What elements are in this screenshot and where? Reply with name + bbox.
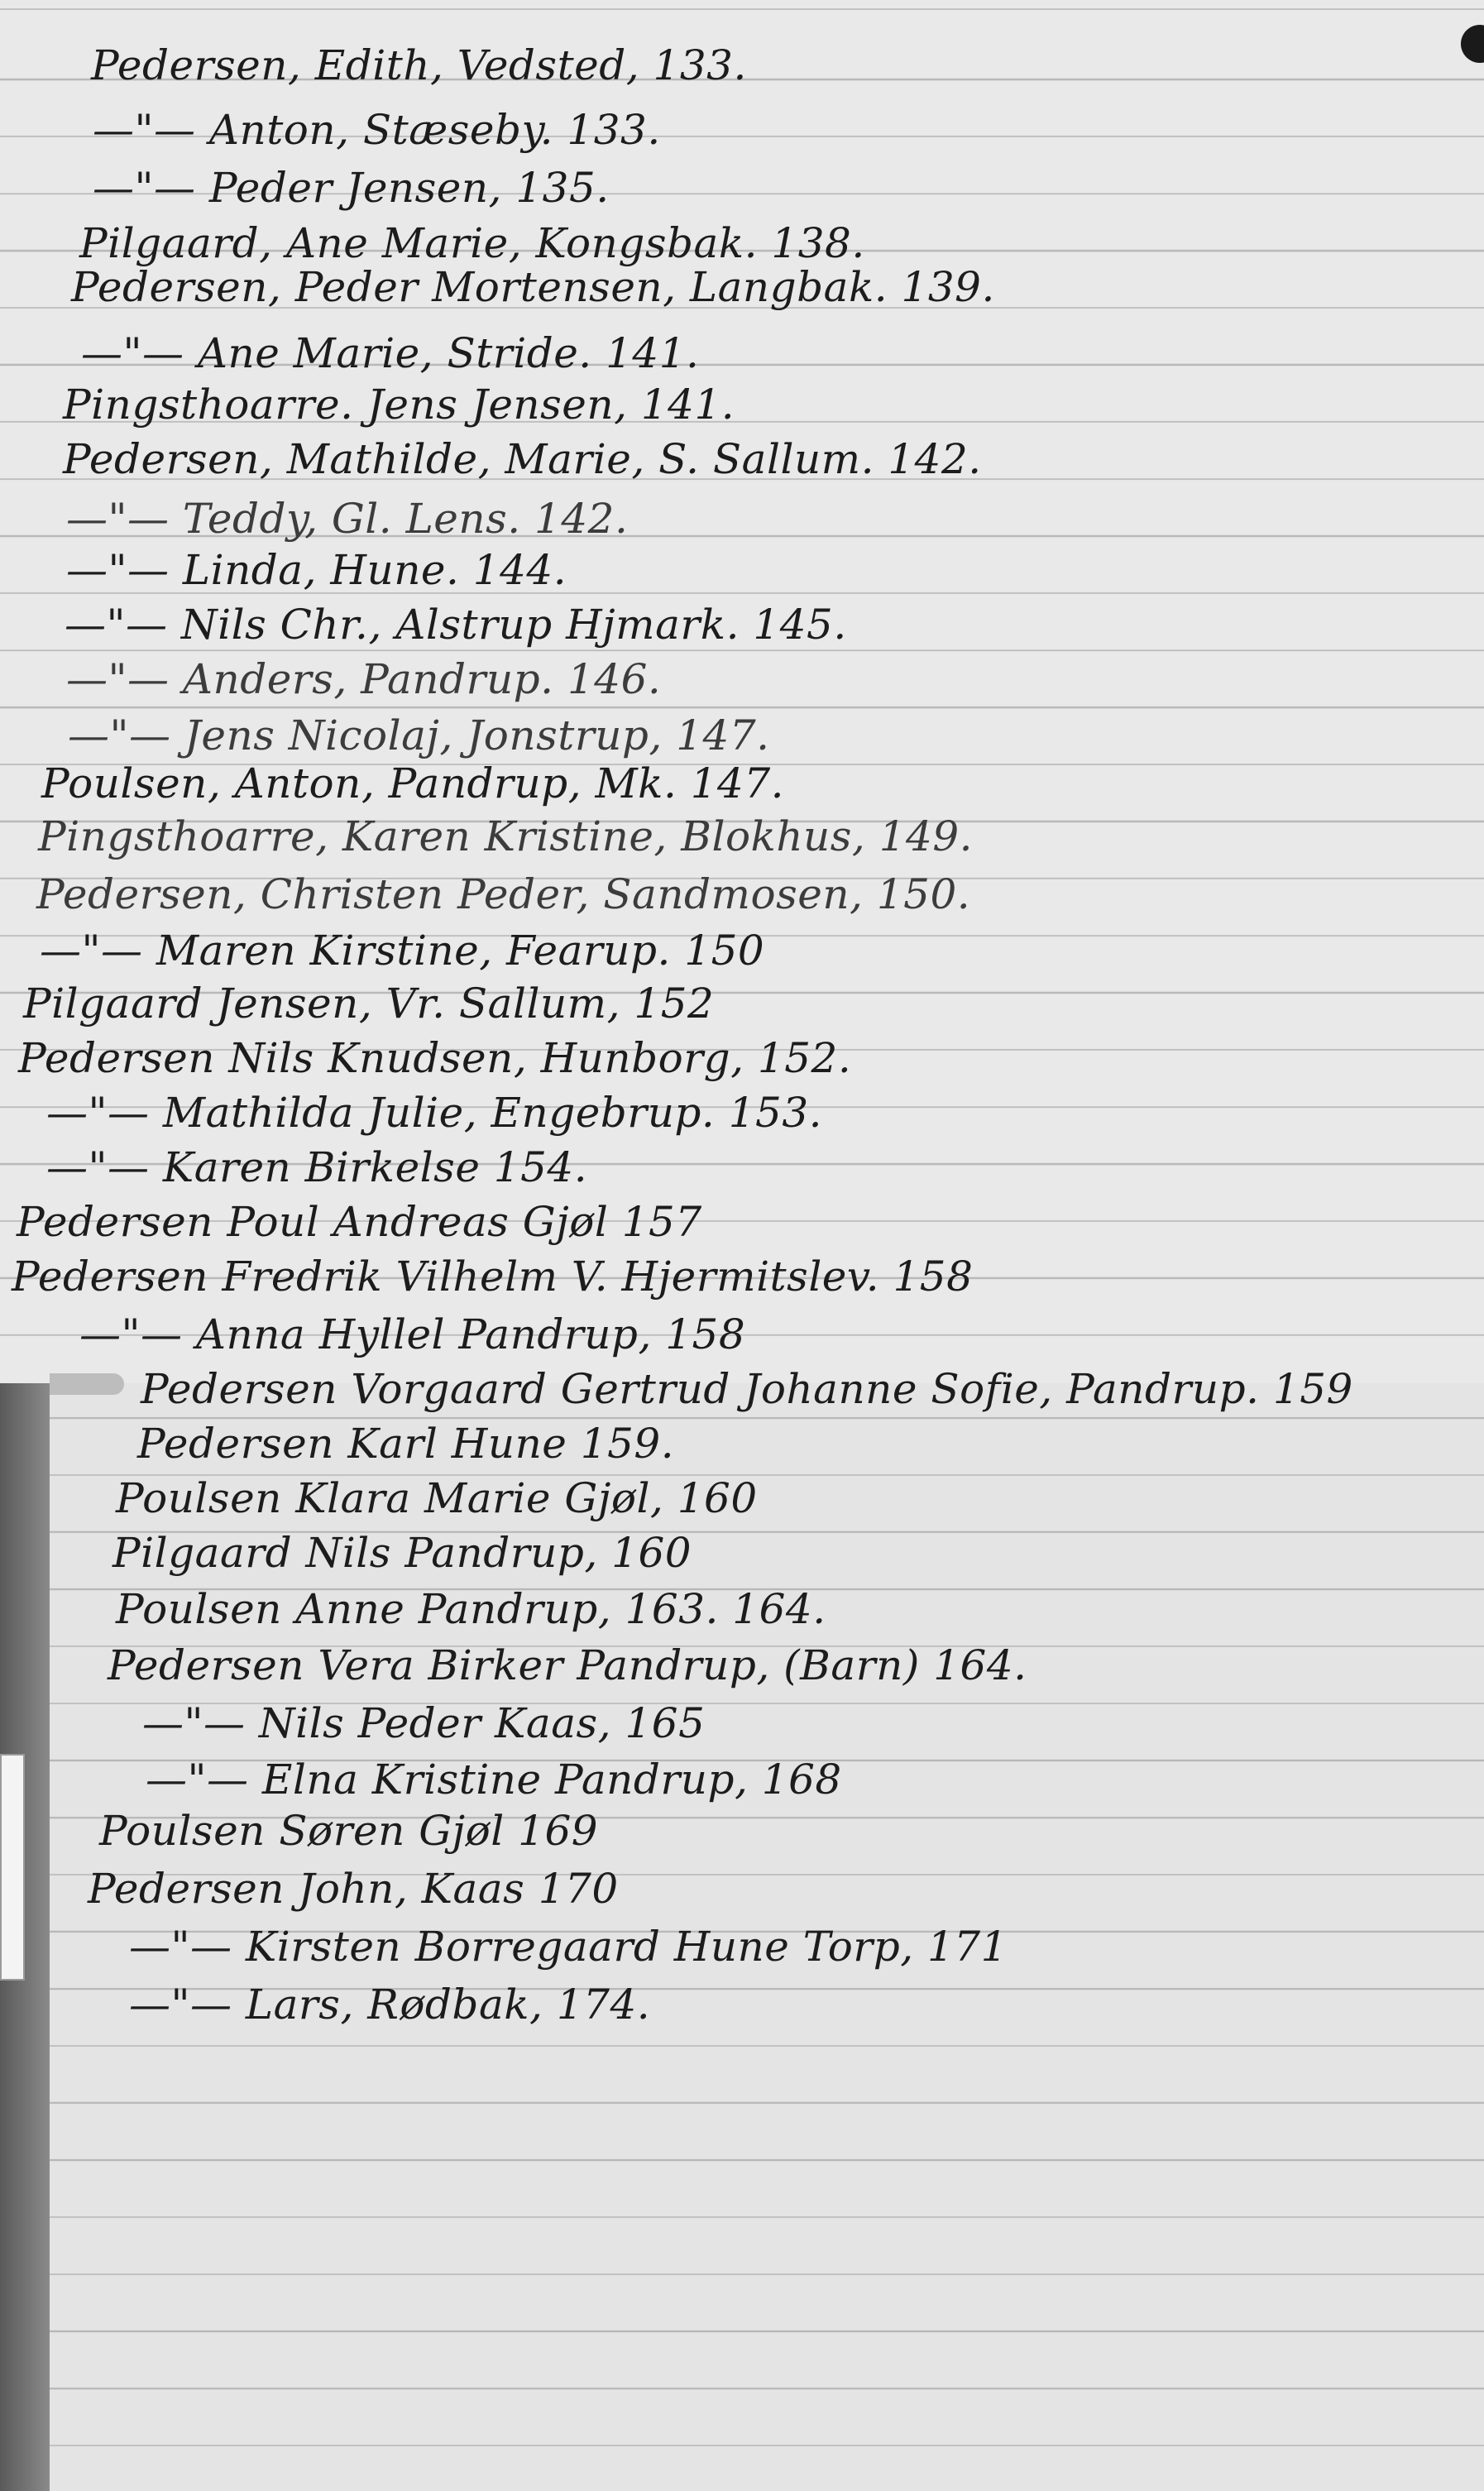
entry-30: Pedersen Vera Birker Pandrup, (Barn) 164.: [108, 1641, 1027, 1689]
entry-22: Pedersen Poul Andreas Gjøl 157: [17, 1198, 702, 1246]
entry-5: Pedersen, Peder Mortensen, Langbak. 139.: [71, 263, 995, 311]
entry-18: Pilgaard Jensen, Vr. Sallum, 152: [23, 980, 715, 1028]
entry-1: Pedersen, Edith, Vedsted, 133.: [91, 41, 747, 89]
entry-35: —"— Kirsten Borregaard Hune Torp, 171: [129, 1923, 1008, 1971]
entry-34: Pedersen John, Kaas 170: [88, 1865, 619, 1913]
entry-8: Pedersen, Mathilde, Marie, S. Sallum. 142.: [63, 435, 982, 483]
binder-hole: [1461, 25, 1484, 63]
entry-10: —"— Linda, Hune. 144.: [66, 546, 567, 594]
entry-11: —"— Nils Chr., Alstrup Hjmark. 145.: [65, 601, 847, 649]
entry-20: —"— Mathilda Julie, Engebrup. 153.: [46, 1089, 823, 1137]
entry-13: —"— Jens Nicolaj, Jonstrup, 147.: [68, 711, 770, 759]
entry-2: —"— Anton, Stæseby. 133.: [93, 106, 661, 154]
entry-36: —"— Lars, Rødbak, 174.: [129, 1981, 651, 2029]
entry-19: Pedersen Nils Knudsen, Hunborg, 152.: [18, 1034, 852, 1082]
entry-23: Pedersen Fredrik Vilhelm V. Hjermitslev. 158: [12, 1253, 974, 1301]
entry-14: Poulsen, Anton, Pandrup, Mk. 147.: [41, 759, 785, 807]
entry-17: —"— Maren Kirstine, Fearup. 150: [40, 927, 765, 975]
entry-6: —"— Ane Marie, Stride. 141.: [81, 329, 700, 377]
entry-31: —"— Nils Peder Kaas, 165: [142, 1699, 706, 1747]
entry-16: Pedersen, Christen Peder, Sandmosen, 150.: [36, 870, 971, 918]
entry-25: Pedersen Vorgaard Gertrud Johanne Sofie, Pandrup. 159: [141, 1365, 1353, 1413]
entry-27: Poulsen Klara Marie Gjøl, 160: [116, 1474, 758, 1522]
entry-15: Pingsthoarre, Karen Kristine, Blokhus, 149.: [38, 812, 974, 860]
entry-3: —"— Peder Jensen, 135.: [93, 164, 610, 212]
entry-4: Pilgaard, Ane Marie, Kongsbak. 138.: [79, 219, 865, 267]
entry-21: —"— Karen Birkelse 154.: [46, 1143, 588, 1191]
page-tab-edge: [50, 1373, 124, 1395]
entry-33: Poulsen Søren Gjøl 169: [99, 1807, 599, 1855]
entry-9: —"— Teddy, Gl. Lens. 142.: [66, 495, 629, 543]
entry-29: Poulsen Anne Pandrup, 163. 164.: [116, 1585, 826, 1633]
entry-28: Pilgaard Nils Pandrup, 160: [112, 1529, 692, 1577]
binding-tab: [0, 1754, 25, 1981]
entry-12: —"— Anders, Pandrup. 146.: [66, 655, 662, 703]
entry-24: —"— Anna Hyllel Pandrup, 158: [79, 1310, 746, 1358]
entry-32: —"— Elna Kristine Pandrup, 168: [146, 1756, 842, 1804]
entry-7: Pingsthoarre. Jens Jensen, 141.: [63, 381, 735, 429]
entry-26: Pedersen Karl Hune 159.: [137, 1420, 675, 1468]
